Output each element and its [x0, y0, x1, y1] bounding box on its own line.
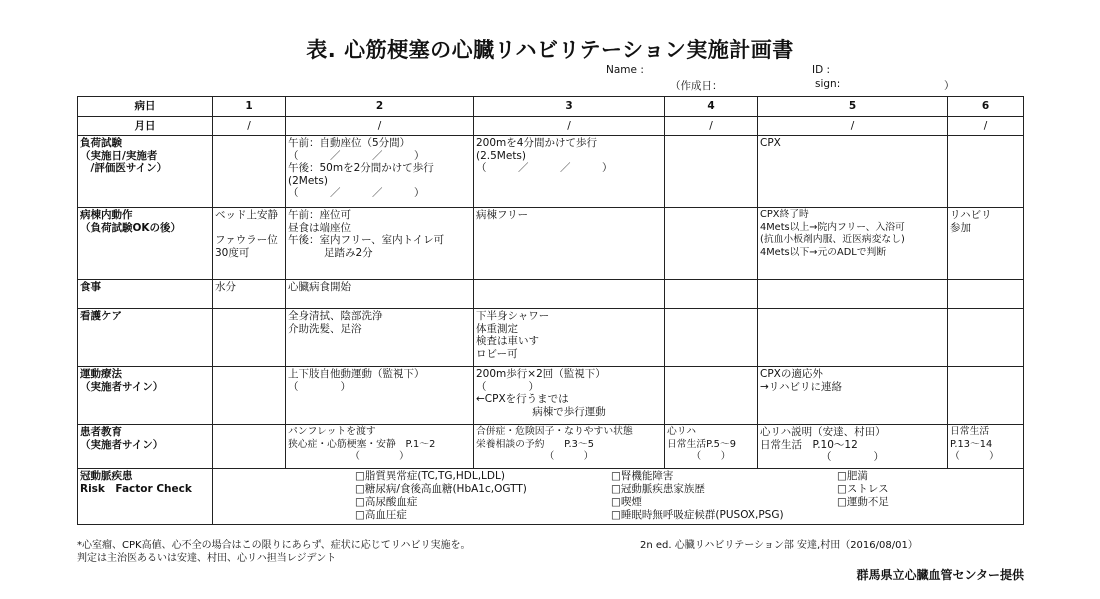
load-test-row — [78, 136, 1024, 208]
source-credit: 群馬県立心臓血管センター提供 — [856, 568, 1024, 582]
nursing-label: 看護ケア — [78, 309, 213, 367]
day-3-header: 3 — [474, 97, 665, 117]
footnote-judgement: 判定は主治医あるいは安達、村田、心リハ担当レジデント — [77, 553, 337, 564]
exercise-day-2: 上下肢自他動運動（監視下） （ ） — [286, 367, 474, 425]
date-day-4: / — [665, 117, 758, 136]
footnote-exception: *心室瘤、CPK高値、心不全の場合はこの限りにあらず、症状に応じてリハビリ実施を。 — [77, 540, 471, 551]
risk-check-empty — [837, 509, 1017, 522]
rehab-plan-table — [77, 96, 1024, 525]
date-day-1: / — [213, 117, 286, 136]
education-day-2: パンフレットを渡す 狭心症・心筋梗塞・安静 P.1～2 （ ） — [286, 425, 474, 469]
ward-activity-day-1: ベッド上安静 ファウラー位 30度可 — [213, 208, 286, 280]
education-day-6: 日常生活 P.13～14 （ ） — [948, 425, 1024, 469]
load-test-day-2: 午前：自動座位（5分間） （ ／ ／ ） 午後：50mを2分間かけて歩行 (2Mets) （ ／ ／ ） — [286, 136, 474, 208]
risk-check-hypertension[interactable]: □高血圧症 — [355, 509, 407, 521]
risk-check-stress[interactable]: □ストレス — [837, 483, 889, 495]
edition-credit: 2n ed. 心臓リハビリテーション部 安達,村田（2016/08/01） — [640, 540, 918, 551]
risk-check-renal[interactable]: □腎機能障害 — [611, 470, 674, 482]
risk-check-family-history[interactable]: □冠動脈疾患家族歴 — [611, 483, 705, 495]
meal-day-6 — [948, 280, 1024, 309]
nursing-day-5 — [758, 309, 948, 367]
date-day-3: / — [474, 117, 665, 136]
exercise-day-1 — [213, 367, 286, 425]
meal-label: 食事 — [78, 280, 213, 309]
day-label-header: 病日 — [78, 97, 213, 117]
day-5-header: 5 — [758, 97, 948, 117]
date-day-5: / — [758, 117, 948, 136]
document-title: 表. 心筋梗塞の心臓リハビリテーション実施計画書 — [306, 38, 794, 62]
risk-check-hyperuricemia[interactable]: □高尿酸血症 — [355, 496, 418, 508]
date-day-6: / — [948, 117, 1024, 136]
ward-activity-day-3: 病棟フリー — [474, 208, 665, 280]
ward-activity-day-5: CPX終了時 4Mets以上→院内フリー、入浴可 (抗血小板剤内服、近医病変なし) 4Mets以下→元のADLで判断 — [758, 208, 948, 280]
nursing-day-6 — [948, 309, 1024, 367]
risk-check-obesity[interactable]: □肥満 — [837, 470, 868, 482]
ward-activity-row — [78, 208, 1024, 280]
exercise-day-4 — [665, 367, 758, 425]
meal-day-2: 心臓病食開始 — [286, 280, 474, 309]
load-test-label: 負荷試験 （実施日/実施者 /評価医サイン） — [78, 136, 213, 208]
header-row — [78, 97, 1024, 117]
date-row — [78, 117, 1024, 136]
id-label: ID : — [812, 64, 831, 76]
sign-label: sign: — [815, 78, 841, 90]
education-label: 患者教育 （実施者サイン） — [78, 425, 213, 469]
day-6-header: 6 — [948, 97, 1024, 117]
day-1-header: 1 — [213, 97, 286, 117]
ward-activity-label: 病棟内動作 （負荷試験OKの後） — [78, 208, 213, 280]
risk-check-inactivity[interactable]: □運動不足 — [837, 496, 889, 508]
name-label: Name : — [606, 64, 644, 76]
risk-factor-label: 冠動脈疾患 Risk Factor Check — [78, 469, 213, 525]
exercise-day-6 — [948, 367, 1024, 425]
education-day-3: 合併症・危険因子・なりやすい状態 栄養相談の予約 P.3～5 （ ） — [474, 425, 665, 469]
risk-check-dyslipidemia[interactable]: □脂質異常症(TC,TG,HDL,LDL) — [355, 470, 505, 482]
exercise-row — [78, 367, 1024, 425]
exercise-label: 運動療法 （実施者サイン） — [78, 367, 213, 425]
load-test-day-4 — [665, 136, 758, 208]
nursing-day-1 — [213, 309, 286, 367]
date-label: 月日 — [78, 117, 213, 136]
nursing-day-2: 全身清拭、陰部洗浄 介助洗髪、足浴 — [286, 309, 474, 367]
education-day-5: 心リハ説明（安達、村田） 日常生活 P.10～12 （ ） — [758, 425, 948, 469]
risk-factor-row — [78, 469, 1024, 525]
education-day-4: 心リハ 日常生活P.5～9 （ ） — [665, 425, 758, 469]
exercise-day-5: CPXの適応外 →リハビリに連絡 — [758, 367, 948, 425]
meal-day-4 — [665, 280, 758, 309]
date-day-2: / — [286, 117, 474, 136]
load-test-day-6 — [948, 136, 1024, 208]
day-4-header: 4 — [665, 97, 758, 117]
risk-check-smoking[interactable]: □喫煙 — [611, 496, 642, 508]
exercise-day-3: 200m歩行×2回（監視下） （ ） ←CPXを行うまでは 病棟で歩行運動 — [474, 367, 665, 425]
nursing-day-3: 下半身シャワー 体重測定 検査は車いす ロビー可 — [474, 309, 665, 367]
meal-day-1: 水分 — [213, 280, 286, 309]
meal-day-5 — [758, 280, 948, 309]
ward-activity-day-4 — [665, 208, 758, 280]
meal-row — [78, 280, 1024, 309]
load-test-day-5: CPX — [758, 136, 948, 208]
created-date-label: （作成日： — [670, 80, 723, 92]
risk-check-sleep-apnea[interactable]: □睡眠時無呼吸症候群(PUSOX,PSG) — [611, 509, 784, 521]
risk-factor-checklist — [213, 469, 1024, 525]
education-day-1 — [213, 425, 286, 469]
nursing-row — [78, 309, 1024, 367]
load-test-day-3: 200mを4分間かけて歩行 (2.5Mets) （ ／ ／ ） — [474, 136, 665, 208]
nursing-day-4 — [665, 309, 758, 367]
close-paren: ） — [944, 80, 955, 92]
meal-day-3 — [474, 280, 665, 309]
risk-check-diabetes[interactable]: □糖尿病/食後高血糖(HbA1c,OGTT) — [355, 483, 527, 495]
education-row — [78, 425, 1024, 469]
ward-activity-day-2: 午前：座位可 昼食は端座位 午後：室内フリー、室内トイレ可 足踏み2分 — [286, 208, 474, 280]
day-2-header: 2 — [286, 97, 474, 117]
ward-activity-day-6: リハビリ 参加 — [948, 208, 1024, 280]
load-test-day-1 — [213, 136, 286, 208]
